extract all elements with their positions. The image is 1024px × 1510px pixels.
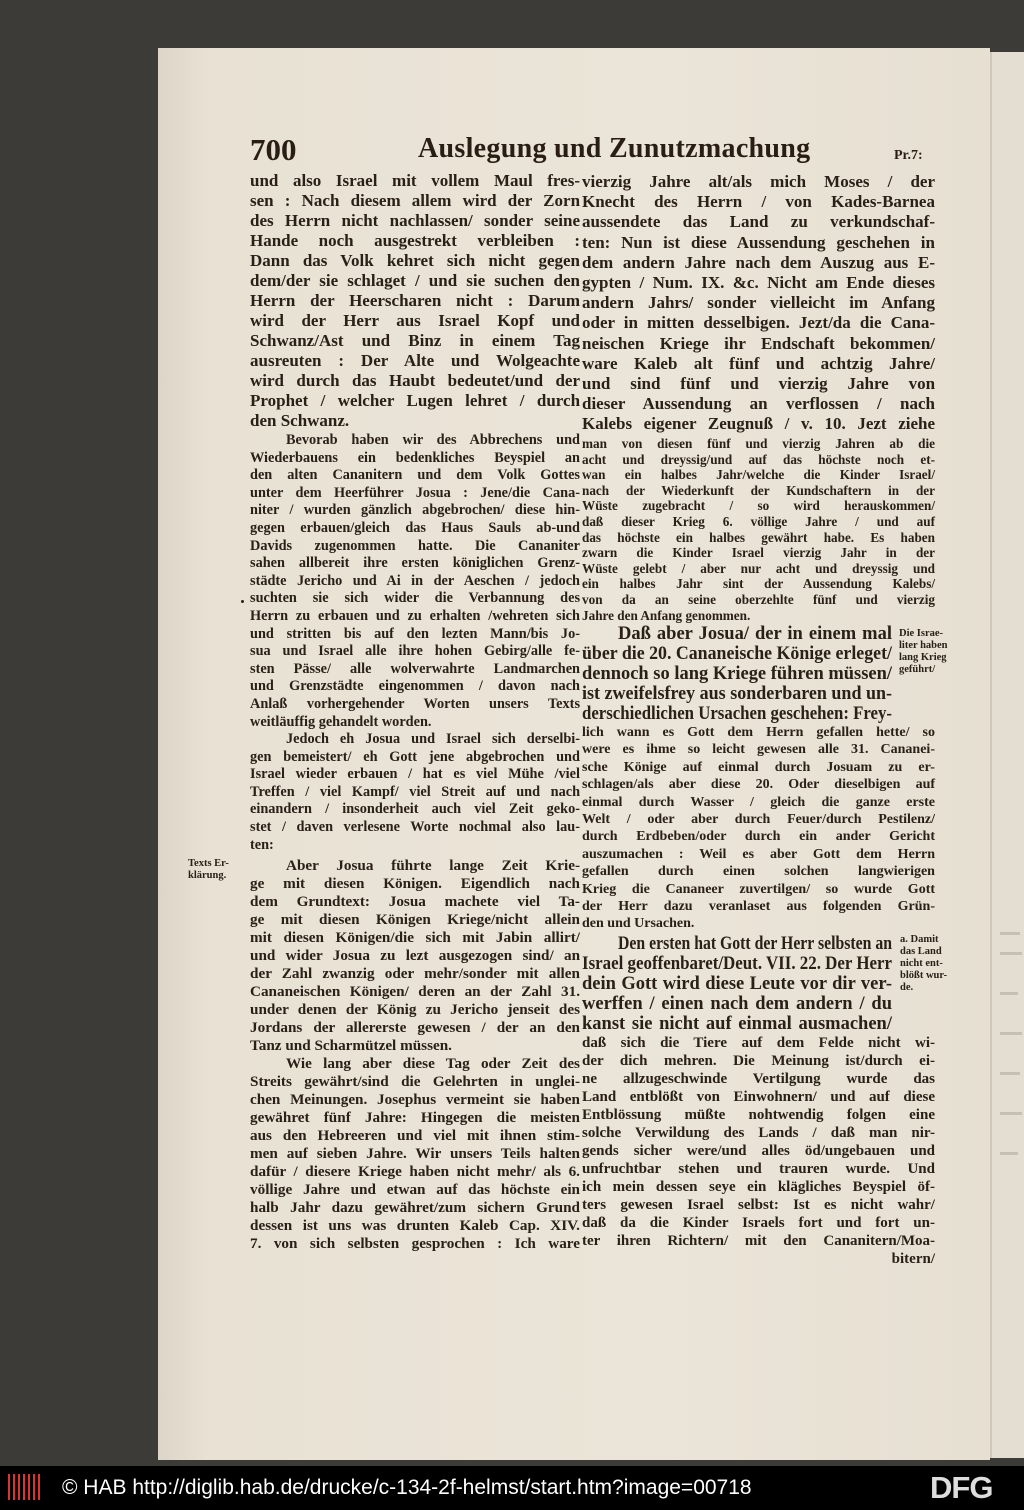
- text-line: [582, 192, 935, 212]
- text-line: [250, 171, 580, 191]
- text-line-content: von da an seine oberzehlte fünf und vierzig: [582, 591, 935, 607]
- text-line: [582, 1034, 935, 1052]
- text-line: [582, 1014, 892, 1034]
- text-line: [250, 661, 580, 679]
- text-line-content: Treffen / viel Kampf/ viel Streit auf und nach: [250, 783, 581, 800]
- note-line: a. Damit: [900, 934, 939, 945]
- text-line-content: der Zahl zwanzig oder mehr/sonder mit allen: [250, 965, 580, 982]
- text-line: [582, 394, 935, 414]
- text-line-content: bitern/: [891, 1251, 935, 1267]
- text-line: [582, 483, 935, 499]
- text-line-content: Davids zugenommen hatte. Die Cananiter: [250, 537, 580, 554]
- text-line: [250, 911, 580, 929]
- text-line: [250, 1181, 580, 1199]
- hab-barcode-icon: [8, 1474, 44, 1500]
- text-line: [582, 664, 892, 684]
- text-line: [582, 1088, 935, 1106]
- text-line: [582, 608, 935, 624]
- text-line-content: halb Jahr dazu gewähret/zum sichern Grund: [250, 1199, 580, 1216]
- text-line: [250, 271, 580, 291]
- text-line: [250, 211, 580, 231]
- text-line-content: kanst sie nicht auf einmal ausmachen/: [582, 1014, 892, 1034]
- dfg-logo: DFG: [930, 1470, 993, 1505]
- text-line: [250, 643, 580, 661]
- text-line-content: ich mein dessen seye ein klägliches Beyspiel öf-: [582, 1179, 935, 1195]
- text-line: [582, 545, 935, 561]
- text-line: [582, 644, 892, 664]
- text-line-content: städte Jericho und Ai in der Aeschen / jedoch: [250, 572, 581, 589]
- text-line-content: Wüste zugebracht / so wird herauskommen/: [582, 498, 935, 514]
- text-line-content: stet / daven verlesene Worte nochmal also lau-: [250, 819, 580, 836]
- text-line: [582, 313, 935, 333]
- text-line-content: sua und Israel alle ihre hohen Gebirg/alle fe-: [250, 643, 581, 660]
- margin-note-israeliter: [899, 628, 948, 676]
- text-line: [582, 1106, 935, 1124]
- text-line-content: ware Kaleb alt fünf und achtzig Jahre/: [582, 353, 935, 373]
- text-line-content: wan ein halbes Jahr/welche die Kinder Israel/: [582, 467, 935, 483]
- text-line-content: Schwanz/Ast und Binz in einem Tag: [250, 331, 581, 350]
- text-line: [250, 538, 580, 556]
- note-line: Die Israe-: [899, 628, 944, 639]
- text-line-content: Knecht des Herrn / von Kades-Barnea: [582, 192, 935, 212]
- text-line: [250, 714, 580, 732]
- text-line-content: gypten / Num. IX. &c. Nicht am Ende dieses: [582, 272, 935, 292]
- catchword: Pr.7:: [894, 148, 923, 163]
- page-number: 700: [250, 132, 297, 167]
- text-line-content: dieser Aussendung an verflossen / nach: [582, 394, 936, 414]
- text-block: [250, 432, 580, 854]
- text-line-content: ein halbes Jahr sint der Aussendung Kalebs/: [582, 576, 936, 592]
- text-line: [250, 371, 580, 391]
- text-line-content: auszumachen : Weil es aber Gott dem Herrn: [582, 846, 935, 862]
- text-line: [582, 1214, 935, 1232]
- text-line-content: ten: Nun ist diese Aussendung geschehen in: [582, 232, 935, 252]
- text-line: [582, 1178, 935, 1196]
- text-line: [582, 724, 935, 741]
- text-line-content: Jordans der allererste gewesen / der an den: [250, 1019, 581, 1036]
- text-line: [582, 794, 935, 811]
- text-line-content: mit diesen Königen/die sich mit Jabin allirt/: [250, 929, 581, 946]
- text-line-content: ist zweifelsfrey aus sonderbaren und un-: [582, 684, 892, 704]
- text-line: [582, 1250, 935, 1268]
- source-link[interactable]: © HAB http://diglib.hab.de/drucke/c-134-2f-helmst/start.htm?image=00718: [62, 1476, 752, 1499]
- text-line-content: Israel geoffenbaret/Deut. VII. 22. Der Herr: [582, 954, 892, 974]
- text-line: [582, 452, 935, 468]
- text-block: [250, 857, 580, 1253]
- text-line-content: den Schwanz.: [250, 411, 350, 430]
- text-line: [582, 1142, 935, 1160]
- text-line: [582, 624, 892, 644]
- text-line-content: dem Grundtext: Josua machete viel Ta-: [250, 893, 580, 910]
- text-line: [250, 432, 580, 450]
- text-line: [250, 626, 580, 644]
- text-line-content: men auf sieben Jahre. Wir unsers Teils halten: [250, 1145, 581, 1162]
- text-line: [250, 351, 580, 371]
- text-line-content: dafür / diesere Kriege haben nicht mehr/ als 6.: [250, 1163, 580, 1180]
- text-block: [582, 724, 935, 933]
- note-line: klärung.: [188, 870, 227, 881]
- text-line-content: Herrn zu erbauen und zu erhalten /wehreten sich: [250, 607, 580, 624]
- text-line-content: und stritten bis auf den lezten Mann/bis Jo-: [250, 625, 580, 642]
- text-line-content: wird durch das Haubt bedeutet/und der: [250, 371, 581, 390]
- text-line: [582, 759, 935, 776]
- text-line: [582, 811, 935, 828]
- text-line: [582, 974, 892, 994]
- text-line-content: gends sicher were/und alles öd/ungebauen und: [582, 1143, 936, 1159]
- text-line-content: aussendete das Land zu verkundschaf-: [582, 212, 935, 232]
- text-line-content: Wiederbauens ein bedenkliches Beyspiel an: [250, 449, 580, 466]
- text-block: [582, 934, 892, 1034]
- text-line-content: dem andern Jahre nach dem Auszug aus E-: [582, 252, 935, 272]
- text-line: [250, 231, 580, 251]
- note-line: lang Krieg: [899, 652, 947, 663]
- text-line-content: Wüste gelebt / aber nur acht und dreyssig und: [582, 560, 936, 576]
- text-line: [250, 1163, 580, 1181]
- text-line-content: der dich mehren. Die Meinung ist/durch ei-: [582, 1053, 935, 1069]
- text-line: [582, 172, 935, 192]
- text-line-content: daß da die Kinder Israels fort und fort un-: [582, 1215, 935, 1231]
- text-line-content: daß dieser Krieg 6. völlige Jahre / und auf: [582, 513, 936, 529]
- text-line-content: Daß aber Josua/ der in einem mal: [618, 624, 892, 644]
- text-line: [250, 251, 580, 271]
- text-line-content: vierzig Jahre alt/als mich Moses / der: [582, 172, 936, 191]
- text-line-content: under denen der König zu Jericho jenseit des: [250, 1001, 581, 1018]
- text-line: [250, 485, 580, 503]
- text-line: [250, 696, 580, 714]
- margin-note-damit: [900, 934, 947, 994]
- text-line-content: ge mit diesen Königen. Eigendlich nach: [250, 875, 580, 892]
- text-line: [582, 828, 935, 845]
- text-line: [250, 983, 580, 1001]
- text-line-content: weitläuffig gehandelt worden.: [250, 713, 432, 730]
- text-line-content: niter / wurden gänzlich abgebrochen/ diese hin-: [250, 502, 581, 519]
- footer-bar: [0, 1466, 1024, 1510]
- text-line: [582, 915, 935, 932]
- text-line-content: ausreuten : Der Alte und Wolgeachte: [250, 351, 581, 370]
- text-line-content: ter ihren Richtern/ mit den Cananitern/Moa-: [582, 1233, 936, 1249]
- text-line: [250, 291, 580, 311]
- text-line-content: were es ihme so leicht gewesen alle 31. Cananei-: [582, 742, 935, 758]
- text-block: [250, 171, 580, 431]
- text-line-content: man von diesen fünf und vierzig Jahren ab die: [582, 436, 936, 451]
- text-block: [582, 172, 935, 434]
- text-line: [582, 1124, 935, 1142]
- text-line: [250, 965, 580, 983]
- note-line: geführt/: [899, 664, 936, 675]
- text-line: [250, 1019, 580, 1037]
- text-line-content: Bevorab haben wir des Abbrechens und: [286, 432, 580, 448]
- text-line-content: dem/der sie schlaget / und sie suchen den: [250, 271, 580, 290]
- text-line: [582, 898, 935, 915]
- text-line-content: Jahre den Anfang genommen.: [582, 607, 751, 623]
- text-line-content: sten Pässe/ alle wolverwahrte Landmarchen: [250, 660, 581, 677]
- text-line: [582, 1196, 935, 1214]
- text-line: [582, 684, 892, 704]
- text-line: [582, 273, 935, 293]
- text-line: [250, 1127, 580, 1145]
- text-line: [250, 331, 580, 351]
- text-line-content: Aber Josua führte lange Zeit Krie-: [286, 857, 580, 874]
- text-line: [250, 1037, 580, 1055]
- text-line-content: und Grenzstädte eingenommen / davon nach: [250, 678, 581, 695]
- text-line-content: ge mit diesen Königen Kriege/nicht allein: [250, 911, 580, 928]
- note-line: liter haben: [899, 640, 948, 651]
- text-line: [582, 576, 935, 592]
- margin-note-texts-erklaerung: [188, 858, 229, 882]
- text-line-content: zwarn die Kinder Israel vierzig Jahr in der: [582, 545, 935, 561]
- text-line: [250, 502, 580, 520]
- text-line: [582, 374, 935, 394]
- text-line: [250, 1073, 580, 1091]
- text-line-content: unter dem Heerführer Josua : Jene/die Cana-: [250, 484, 580, 501]
- text-line: [250, 467, 580, 485]
- text-line-content: Tanz und Scharmützel müssen.: [250, 1037, 452, 1054]
- text-line-content: Welt / oder aber durch Feuer/durch Pestilenz/: [582, 811, 935, 827]
- text-line: [250, 1055, 580, 1073]
- text-line-content: lich wann es Gott dem Herrn gefallen hette/ so: [582, 725, 936, 740]
- text-line-content: sen : Nach diesem allem wird der Zorn: [250, 191, 581, 210]
- text-line: [582, 233, 935, 253]
- text-line: [582, 994, 892, 1014]
- running-title: Auslegung und Zunutzmachung: [418, 133, 811, 164]
- note-line: nicht ent-: [900, 958, 943, 969]
- text-line: [582, 863, 935, 880]
- note-line: de.: [900, 982, 914, 993]
- text-line-content: Kalebs eigener Zeugnuß / v. 10. Jezt ziehe: [582, 414, 936, 434]
- text-line: [582, 498, 935, 514]
- text-line: [582, 592, 935, 608]
- text-block: [582, 1034, 935, 1268]
- margin-mark: [241, 600, 244, 603]
- text-line-content: Hande noch ausgestrekt verbleiben :: [250, 231, 580, 250]
- text-line-content: schlagen/als aber diese 20. Oder dieselbigen auf: [582, 777, 936, 793]
- text-line-content: chen Meinungen. Josephus vermeint sie haben: [250, 1091, 580, 1108]
- text-line: [250, 590, 580, 608]
- text-line: [582, 1070, 935, 1088]
- text-line: [250, 678, 580, 696]
- text-line-content: ters gewesen Israel selbst: Ist es nicht wahr/: [582, 1197, 935, 1213]
- text-line: [582, 436, 935, 452]
- text-line: [582, 954, 892, 974]
- text-line-content: und wider Josua zu lezt ausgezogen sind/ an: [250, 947, 581, 964]
- text-line: [250, 1091, 580, 1109]
- text-line-content: 7. von sich selbsten gesprochen : Ich ware: [250, 1235, 580, 1252]
- text-line-content: Krieg die Cananeer zuvertilgen/ so wurde Gott: [582, 881, 936, 897]
- text-line-content: dessen ist uns was drunten Kaleb Cap. XIV.: [250, 1217, 580, 1234]
- text-line: [250, 929, 580, 947]
- text-line: [582, 1052, 935, 1070]
- text-line-content: Jedoch eh Josua und Israel sich derselbi-: [286, 731, 581, 748]
- text-line-content: Herrn der Heerscharen nicht : Darum: [250, 291, 581, 310]
- text-line: [582, 467, 935, 483]
- text-line-content: der Herr dazu veranlaset aus folgenden Grün-: [582, 898, 935, 914]
- text-line: [250, 411, 580, 431]
- text-line-content: nach der Wiederkunft der Kundschaftern in der: [582, 482, 936, 498]
- text-line-content: Streits gewährt/sind die Gelehrten in unglei-: [250, 1073, 581, 1090]
- text-line: [582, 704, 892, 724]
- text-line: [250, 766, 580, 784]
- text-block: [582, 436, 935, 623]
- text-line-content: Anlaß vorhergehender Worten unsers Texts: [250, 695, 581, 712]
- text-line-content: und sind fünf und vierzig Jahre von: [582, 373, 936, 393]
- text-line: [582, 741, 935, 758]
- text-line-content: aus den Hebreeren und viel mit ihnen stim-: [250, 1127, 580, 1144]
- text-line: [250, 801, 580, 819]
- text-line: [250, 573, 580, 591]
- text-line-content: durch Erdbeben/oder durch ein ander Gericht: [582, 829, 935, 845]
- text-line: [582, 1160, 935, 1178]
- text-line: [582, 414, 935, 434]
- text-line-content: sahen allbereit ihre ersten königlichen Grenz-: [250, 555, 580, 572]
- text-line-content: des Herrn nicht nachlassen/ sonder seine: [250, 211, 580, 230]
- text-line: [250, 391, 580, 411]
- adjacent-page-edge: [990, 52, 1024, 1458]
- text-line-content: Land entblößt von Einwohnern/ und auf diese: [582, 1089, 935, 1105]
- text-line: [582, 1232, 935, 1250]
- text-line: [250, 784, 580, 802]
- text-line-content: gewähret fünf Jahre: Hingegen die meisten: [250, 1109, 580, 1126]
- text-line-content: derschiedlichen Ursachen geschehen: Frey-: [582, 704, 892, 724]
- text-line-content: Dann das Volk kehret sich nicht gegen: [250, 251, 580, 270]
- text-line-content: suchten sie sich wider die Verbannung des: [250, 590, 581, 607]
- text-line-content: gegen erbauen/gleich das Haus Sauls ab-und: [250, 519, 581, 536]
- text-line: [582, 776, 935, 793]
- text-line: [582, 212, 935, 232]
- text-line: [250, 311, 580, 331]
- text-line: [250, 1145, 580, 1163]
- text-line: [250, 450, 580, 468]
- text-line: [582, 561, 935, 577]
- text-line-content: über die 20. Cananeische Könige erleget/: [582, 644, 892, 664]
- text-line-content: einmal durch Wasser / gleich die ganze erste: [582, 794, 935, 810]
- note-line: Texts Er-: [188, 858, 229, 869]
- text-line-content: andern Jahrs/ sonder vielleicht im Anfang: [582, 293, 935, 313]
- note-line: blößt wur-: [900, 970, 948, 981]
- text-line: [250, 555, 580, 573]
- text-line: [582, 354, 935, 374]
- text-line: [250, 1109, 580, 1127]
- text-line-content: und also Israel mit vollem Maul fres-: [250, 171, 580, 190]
- text-line-content: acht und dreyssig/und auf das höchste noch et-: [582, 451, 935, 467]
- text-line: [250, 947, 580, 965]
- text-line: [250, 819, 580, 837]
- text-line-content: den alten Cananitern und dem Volk Gottes: [250, 467, 580, 484]
- text-line-content: Prophet / welcher Lugen lehret / durch: [250, 391, 581, 410]
- text-line-content: ten:: [250, 836, 274, 853]
- text-line-content: sche Könige auf einmal durch Josuam zu er-: [582, 759, 935, 775]
- text-line-content: völlige Jahre und etwan auf das höchste ein: [250, 1181, 580, 1198]
- text-line-content: Wie lang aber diese Tag oder Zeit des: [286, 1055, 580, 1072]
- text-line: [582, 514, 935, 530]
- text-line: [250, 520, 580, 538]
- text-line-content: neischen Kriege ihr Endschaft bekommen/: [582, 333, 936, 353]
- text-line: [582, 846, 935, 863]
- text-line: [582, 253, 935, 273]
- text-line-content: oder in mitten desselbigen. Jezt/da die Cana-: [582, 313, 936, 333]
- text-line-content: dennoch so lang Kriege führen müssen/: [582, 664, 892, 684]
- text-line-content: Den ersten hat Gott der Herr selbsten an: [618, 934, 893, 954]
- text-block: [582, 624, 892, 724]
- text-line: [582, 530, 935, 546]
- text-line: [582, 881, 935, 898]
- text-line: [250, 837, 580, 855]
- text-line: [250, 731, 580, 749]
- text-line: [250, 875, 580, 893]
- text-line-content: das höchste ein halbes gewährt habe. Es haben: [582, 529, 935, 545]
- text-line: [250, 1199, 580, 1217]
- text-line: [250, 1235, 580, 1253]
- text-line-content: solche Verwildung des Lands / daß man nir-: [582, 1125, 936, 1141]
- text-line-content: gefallen durch einen solchen langwierigen: [582, 864, 935, 880]
- note-line: das Land: [900, 946, 942, 957]
- text-line-content: ne allzugeschwinde Vertilgung wurde das: [582, 1071, 935, 1087]
- text-line-content: Cananeischen Königen/ deren an der Zahl 31.: [250, 983, 581, 1000]
- text-line-content: Israel wieder erbauen / hat es viel Mühe /viel: [250, 766, 580, 783]
- text-line-content: unfruchtbar stehen und trauren wurde. Und: [582, 1161, 935, 1177]
- text-line: [250, 749, 580, 767]
- text-line: [250, 857, 580, 875]
- text-line: [250, 191, 580, 211]
- text-line-content: gen bemeistert/ eh Gott jene abgebrochen und: [250, 748, 580, 765]
- text-line-content: Entblössung müßte nohtwendig folgen eine: [582, 1107, 935, 1123]
- text-line: [582, 334, 935, 354]
- text-line: [582, 934, 892, 954]
- text-line-content: wird der Herr aus Israel Kopf und: [250, 311, 580, 330]
- text-line-content: den und Ursachen.: [582, 916, 695, 932]
- text-line: [250, 608, 580, 626]
- text-line: [250, 893, 580, 911]
- text-line-content: dein Gott wird diese Leute vor dir ver-: [582, 974, 893, 994]
- text-line-content: daß sich die Tiere auf dem Felde nicht wi-: [582, 1035, 936, 1051]
- text-line: [250, 1001, 580, 1019]
- text-line: [250, 1217, 580, 1235]
- text-line: [582, 293, 935, 313]
- text-line-content: werffen / einen nach dem andern / du: [582, 994, 893, 1014]
- text-line-content: einandern / insonderheit auch viel Zeit geko-: [250, 801, 580, 818]
